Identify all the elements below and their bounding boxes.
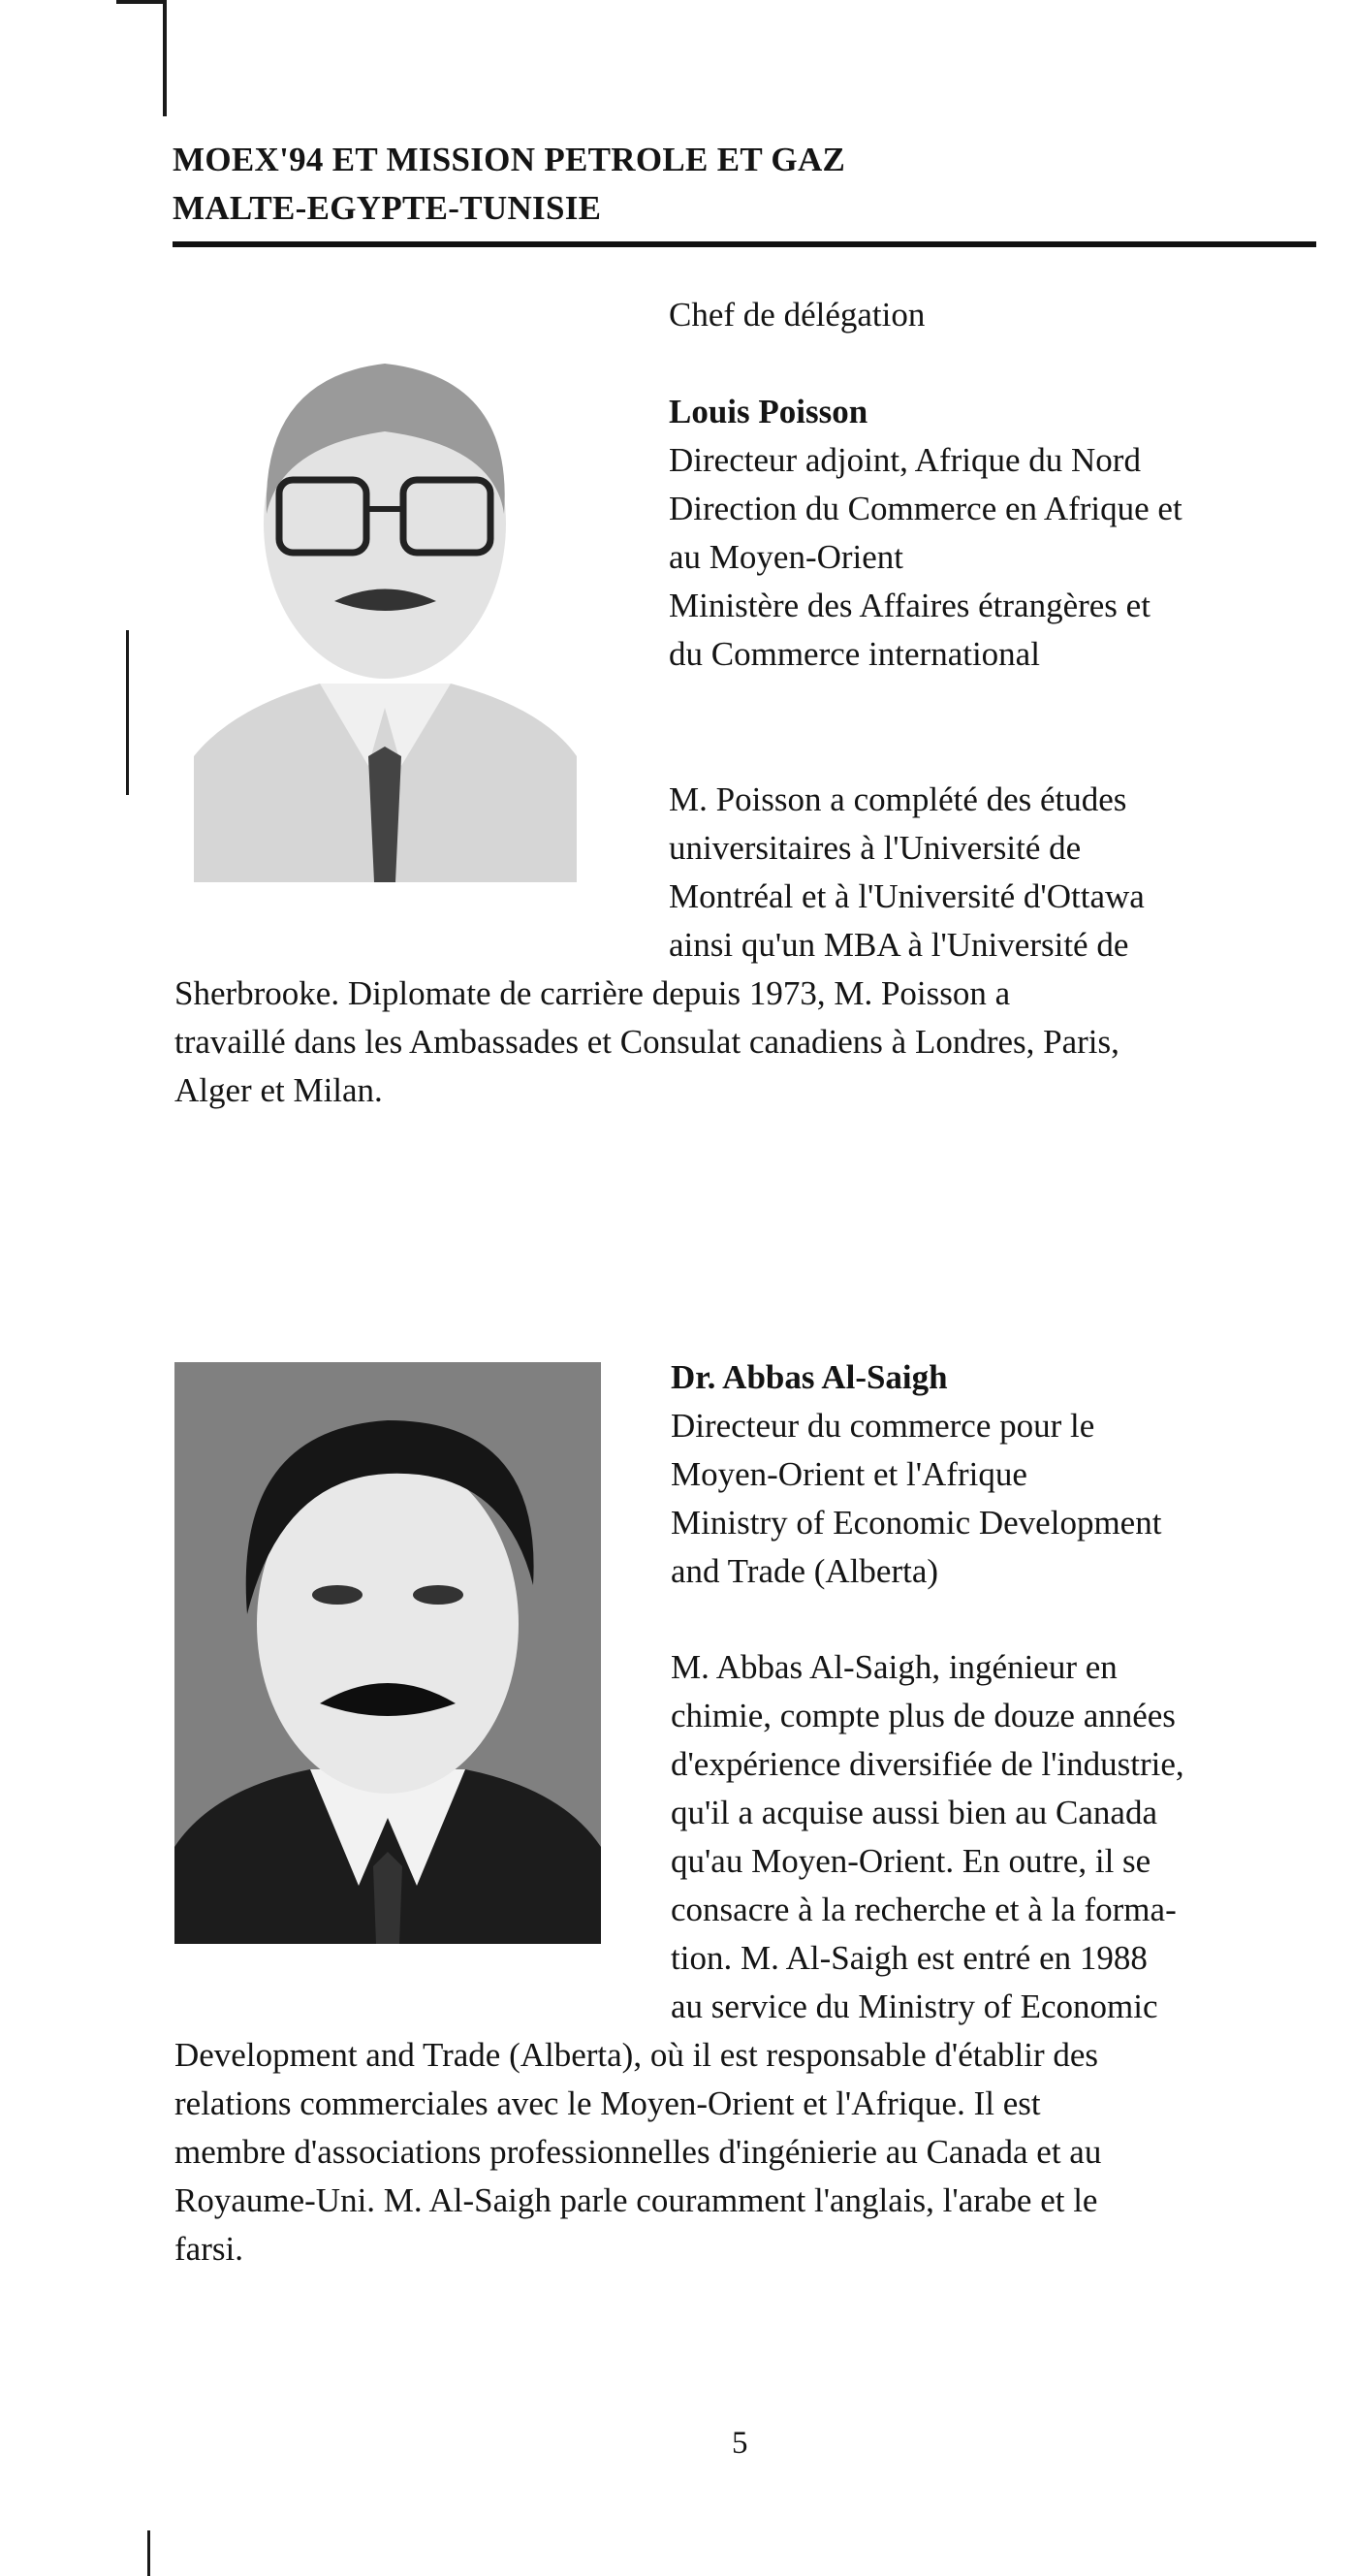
portrait-photo-abbas-al-saigh: [174, 1362, 601, 1944]
portrait-photo-louis-poisson: [174, 301, 596, 882]
title-line: Moyen-Orient et l'Afrique: [671, 1455, 1027, 1493]
bio-line: d'expérience diversifiée de l'industrie,: [671, 1745, 1184, 1783]
title-line: and Trade (Alberta): [671, 1552, 939, 1590]
title-line: Directeur du commerce pour le: [671, 1407, 1095, 1445]
bio-line: M. Abbas Al-Saigh, ingénieur en: [671, 1648, 1118, 1686]
bio-line: au service du Ministry of Economic: [671, 1988, 1158, 2025]
bio-line: chimie, compte plus de douze années: [671, 1697, 1176, 1734]
bio-line: qu'il a acquise aussi bien au Canada: [671, 1794, 1157, 1831]
bio-line: Alger et Milan.: [174, 1071, 383, 1109]
margin-rule-left: [126, 630, 129, 795]
margin-rule-top: [163, 0, 167, 116]
bio-line: Sherbrooke. Diplomate de carrière depuis 1973, M. Poisson a: [174, 974, 1011, 1012]
title-line: Directeur adjoint, Afrique du Nord: [669, 441, 1141, 479]
bio-line: consacre à la recherche et à la forma-: [671, 1891, 1177, 1928]
bio-line: ainsi qu'un MBA à l'Université de: [669, 926, 1129, 964]
profile-louis-poisson-heading: [669, 291, 925, 339]
profile-louis-poisson-bio-right: [669, 776, 1145, 970]
title-line: Ministère des Affaires étrangères et: [669, 587, 1151, 624]
page-number: 5: [732, 2426, 748, 2461]
title-line: Ministry of Economic Development: [671, 1504, 1162, 1542]
bio-line: travaillé dans les Ambassades et Consulat canadiens à Londres, Paris,: [174, 1023, 1119, 1061]
bio-line: membre d'associations professionnelles d'ingénierie au Canada et au: [174, 2133, 1102, 2171]
title-line: Direction du Commerce en Afrique et: [669, 490, 1183, 527]
profile-abbas-al-saigh-titles: [671, 1353, 1161, 1596]
margin-rule-bottom: [147, 2530, 150, 2576]
bio-line: tion. M. Al-Saigh est entré en 1988: [671, 1939, 1148, 1977]
profile-abbas-al-saigh-bio-full: [174, 2031, 1101, 2274]
bio-line: Montréal et à l'Université d'Ottawa: [669, 877, 1145, 915]
bio-line: farsi.: [174, 2230, 243, 2268]
person-name: Louis Poisson: [669, 393, 868, 430]
page-title-line-2: MALTE-EGYPTE-TUNISIE: [173, 189, 602, 227]
profile-louis-poisson-bio-full: [174, 970, 1119, 1115]
header-divider: [173, 241, 1316, 247]
profile-abbas-al-saigh-bio-right: [671, 1643, 1184, 2031]
bio-line: Development and Trade (Alberta), où il est responsable d'établir des: [174, 2036, 1098, 2074]
page-title-line-1: MOEX'94 ET MISSION PETROLE ET GAZ: [173, 141, 846, 178]
person-name: Dr. Abbas Al-Saigh: [671, 1358, 948, 1396]
bio-line: relations commerciales avec le Moyen-Orient et l'Afrique. Il est: [174, 2084, 1041, 2122]
profile-louis-poisson-titles: [669, 388, 1183, 679]
bio-line: M. Poisson a complété des études: [669, 780, 1127, 818]
margin-tick-top: [116, 0, 167, 4]
bio-line: universitaires à l'Université de: [669, 829, 1082, 867]
bio-line: qu'au Moyen-Orient. En outre, il se: [671, 1842, 1151, 1880]
bio-line: Royaume-Uni. M. Al-Saigh parle couramment l'anglais, l'arabe et le: [174, 2181, 1098, 2219]
title-line: du Commerce international: [669, 635, 1040, 673]
title-line: au Moyen-Orient: [669, 538, 904, 576]
role-heading: Chef de délégation: [669, 296, 926, 334]
